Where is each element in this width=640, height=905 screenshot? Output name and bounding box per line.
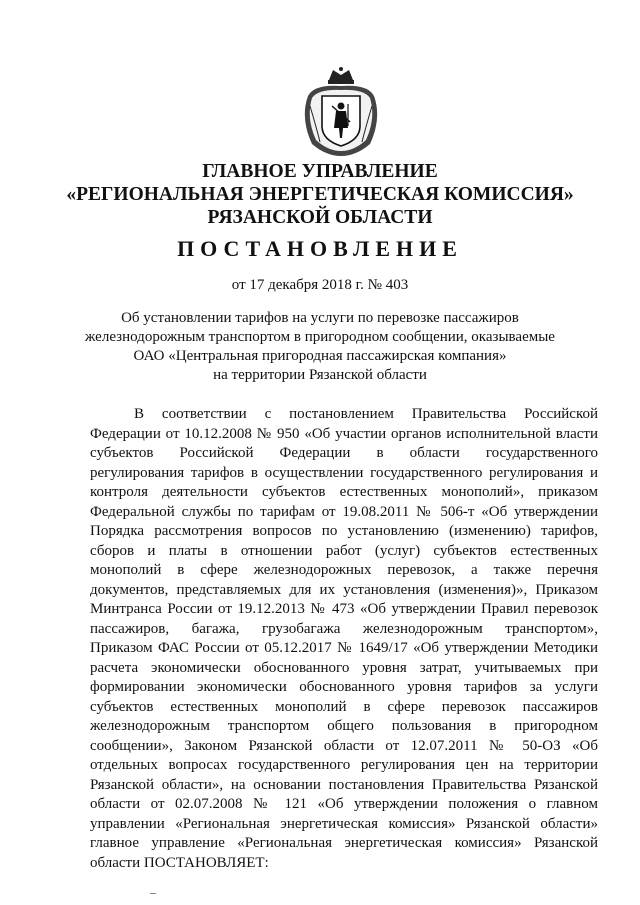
subject-line: Об установлении тарифов на услуги по перевозке пассажиров [121,310,519,326]
body-line: отдельных вопросах государственного регулирования цен на территории [90,757,598,773]
subject-line: на территории Рязанской области [213,367,427,383]
ryazan-coat-of-arms-icon [296,66,386,158]
body-line: формировании экономически обоснованного уровня тарифов за услуги [90,679,598,695]
body-line: управлении «Региональная энергетическая комиссия» Рязанской области» [90,815,598,832]
org-title-line-3: РЯЗАНСКОЙ ОБЛАСТИ [207,207,433,228]
document-date-number: от 17 декабря 2018 г. № 403 [231,277,409,293]
body-line: Минтранса России от 19.12.2013 № 473 «Об утверждении Правил перевозок [90,601,598,617]
body-line: Рязанской области», на основании постановления Правительства Рязанской [90,776,598,793]
body-line: Федерации от 10.12.2008 № 950 «Об участии органов исполнительной власти [90,425,598,442]
subject-line: железнодорожным транспортом в пригородном сообщении, оказываемые [85,329,555,345]
body-line: пассажиров, багажа, грузобагажа железнодорожным транспортом», [90,620,598,637]
subject-line: ОАО «Центральная пригородная пассажирская компания» [133,348,507,364]
body-line: главное управление «Региональная энергетическая комиссия» Рязанской [90,835,598,851]
body-line: регулирования тарифов в осуществлении государственного регулирования и [90,464,598,481]
body-line: В соответствии с постановлением Правительства Российской [134,406,598,422]
organization-title [40,160,600,229]
body-line: Федеральной службы по тарифам от 19.08.2011 № 506-т «Об утверждении [90,503,598,520]
body-line: сборов и платы в отношении работ (услуг) субъектов естественных [90,542,598,559]
body-line: субъектов естественных монополий в сфере перевозок пассажиров [90,698,598,715]
body-line: расчета экономически обоснованного уровня затрат, учитываемых при [90,659,598,676]
body-line: контроля деятельности субъектов естественных монополий», приказом [90,484,598,500]
body-line: области ПОСТАНОВЛЯЕТ: [90,854,269,871]
body-line: субъектов Российской Федерации в области государственного [90,445,598,461]
scan-artifact [150,893,156,894]
body-line: Приказом ФАС России от 05.12.2017 № 1649/17 «Об утверждении Методики [90,640,598,656]
document-type-heading: ПОСТАНОВЛЕНИЕ [177,236,463,261]
body-line: монополий в сфере железнодорожных перевозок, а также перечня [90,562,598,578]
org-title-line-1: ГЛАВНОЕ УПРАВЛЕНИЕ [202,161,438,182]
body-line: железнодорожным транспортом общего пользования в пригородном [90,718,598,734]
document-subject [60,309,580,385]
body-line: области от 02.07.2008 № 121 «Об утверждении положения о главном [90,796,598,812]
document-body [90,405,598,873]
org-title-line-2: «РЕГИОНАЛЬНАЯ ЭНЕРГЕТИЧЕСКАЯ КОМИССИЯ» [66,184,574,205]
body-line: сообщении», Законом Рязанской области от 12.07.2011 № 50-ОЗ «Об [90,737,598,754]
body-line: документов, представляемых для их установления (изменения)», Приказом [90,581,598,598]
body-line: Порядка рассмотрения вопросов по установлению (изменению) тарифов, [90,523,598,539]
